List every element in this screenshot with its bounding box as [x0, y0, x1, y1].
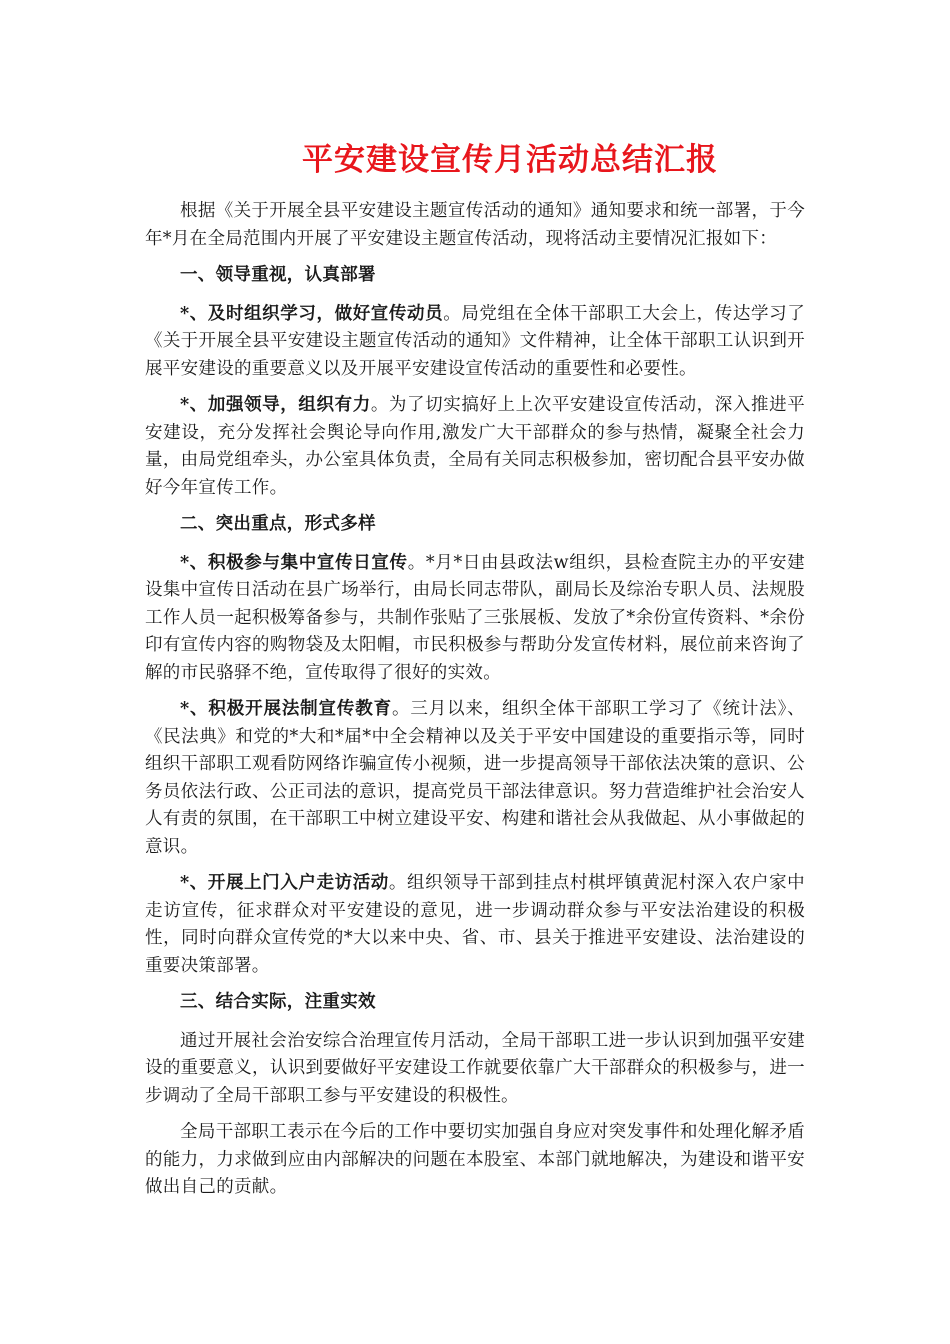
section2-p3-lead: *、开展上门入户走访活动: [180, 873, 389, 893]
document-title: 平安建设宣传月活动总结汇报: [302, 142, 718, 178]
section1-p2-lead: *、加强领导，组织有力: [180, 395, 371, 415]
section2-p1-lead: *、积极参与集中宣传日宣传: [180, 552, 408, 573]
section2-p1-text: 。*月*日由县政法w组织，县检查院主办的平安建设集中宣传日活动在县广场举行，由局长同志带队，副局长及综治专职人员、法规股工作人员一起积极筹备参与，共制作张贴了三张展板、发放了*余份宣传资料、*余份印有宣传内容的购物袋及太阳帽，市民积极参与帮助分发宣传材料，展位前来咨询了解的市民骆驿不绝，宣传取得了很好的实效。: [145, 552, 805, 683]
section2-paragraph2: [145, 696, 805, 861]
section3-heading: 三、结合实际，注重实效: [180, 992, 376, 1012]
section2-paragraph3: [145, 870, 805, 980]
section3-paragraph1: 通过开展社会治安综合治理宣传月活动，全局干部职工进一步认识到加强平安建设的重要意义，认识到要做好平安建设工作就要依靠广大干部群众的积极参与，进一步调动了全局干部职工参与平安建设的积极性。: [145, 1030, 805, 1106]
section2-p2-lead: *、积极开展法制宣传教育: [180, 699, 392, 719]
section1-p1-text: 。局党组在全体干部职工大会上，传达学习了《关于开展全县平安建设主题宣传活动的通知》文件精神，让全体干部职工认识到开展平安建设的重要意义以及开展平安建设宣传活动的重要性和必要性。: [145, 303, 805, 379]
section1-paragraph1: [145, 301, 805, 384]
document-page: [145, 130, 805, 1211]
section1-p1-lead: *、及时组织学习，做好宣传动员: [180, 303, 444, 324]
section1-paragraph2: [145, 392, 805, 502]
section2-heading: 二、突出重点，形式多样: [180, 514, 376, 534]
section2-paragraph1: [145, 550, 805, 688]
section2-p2-text: 。三月以来，组织全体干部职工学习了《统计法》、《民法典》和党的*大和*届*中全会精神以及关于平安中国建设的重要指示等，同时组织干部职工观看防网络诈骗宣传小视频，进一步提高领导干部依法决策的意识、公务员依法行政、公正司法的意识，提高党员干部法律意识。努力营造维护社会治安人人有责的氛围，在干部职工中树立建设平安、构建和谐社会从我做起、从小事做起的意识。: [145, 699, 805, 857]
section3-paragraph2: 全局干部职工表示在今后的工作中要切实加强自身应对突发事件和处理化解矛盾的能力，力求做到应由内部解决的问题在本股室、本部门就地解决，为建设和谐平安做出自己的贡献。: [145, 1122, 805, 1197]
section2-p3-text: 。组织领导干部到挂点村棋坪镇黄泥村深入农户家中走访宣传，征求群众对平安建设的意见，进一步调动群众参与平安法治建设的积极性，同时向群众宣传党的*大以来中央、省、市、县关于推进平安建设、法治建设的重要决策部署。: [145, 873, 805, 976]
section1-p2-text: 。为了切实搞好上上次平安建设宣传活动，深入推进平安建设，充分发挥社会舆论导向作用,激发广大干部群众的参与热情，凝聚全社会力量，由局党组牵头，办公室具体负责，全局有关同志积极参加，密切配合县平安办做好今年宣传工作。: [145, 395, 806, 498]
section1-heading: 一、领导重视，认真部署: [180, 265, 376, 285]
intro-paragraph: 根据《关于开展全县平安建设主题宣传活动的通知》通知要求和统一部署，于今年*月在全局范围内开展了平安建设主题宣传活动，现将活动主要情况汇报如下：: [145, 201, 805, 249]
